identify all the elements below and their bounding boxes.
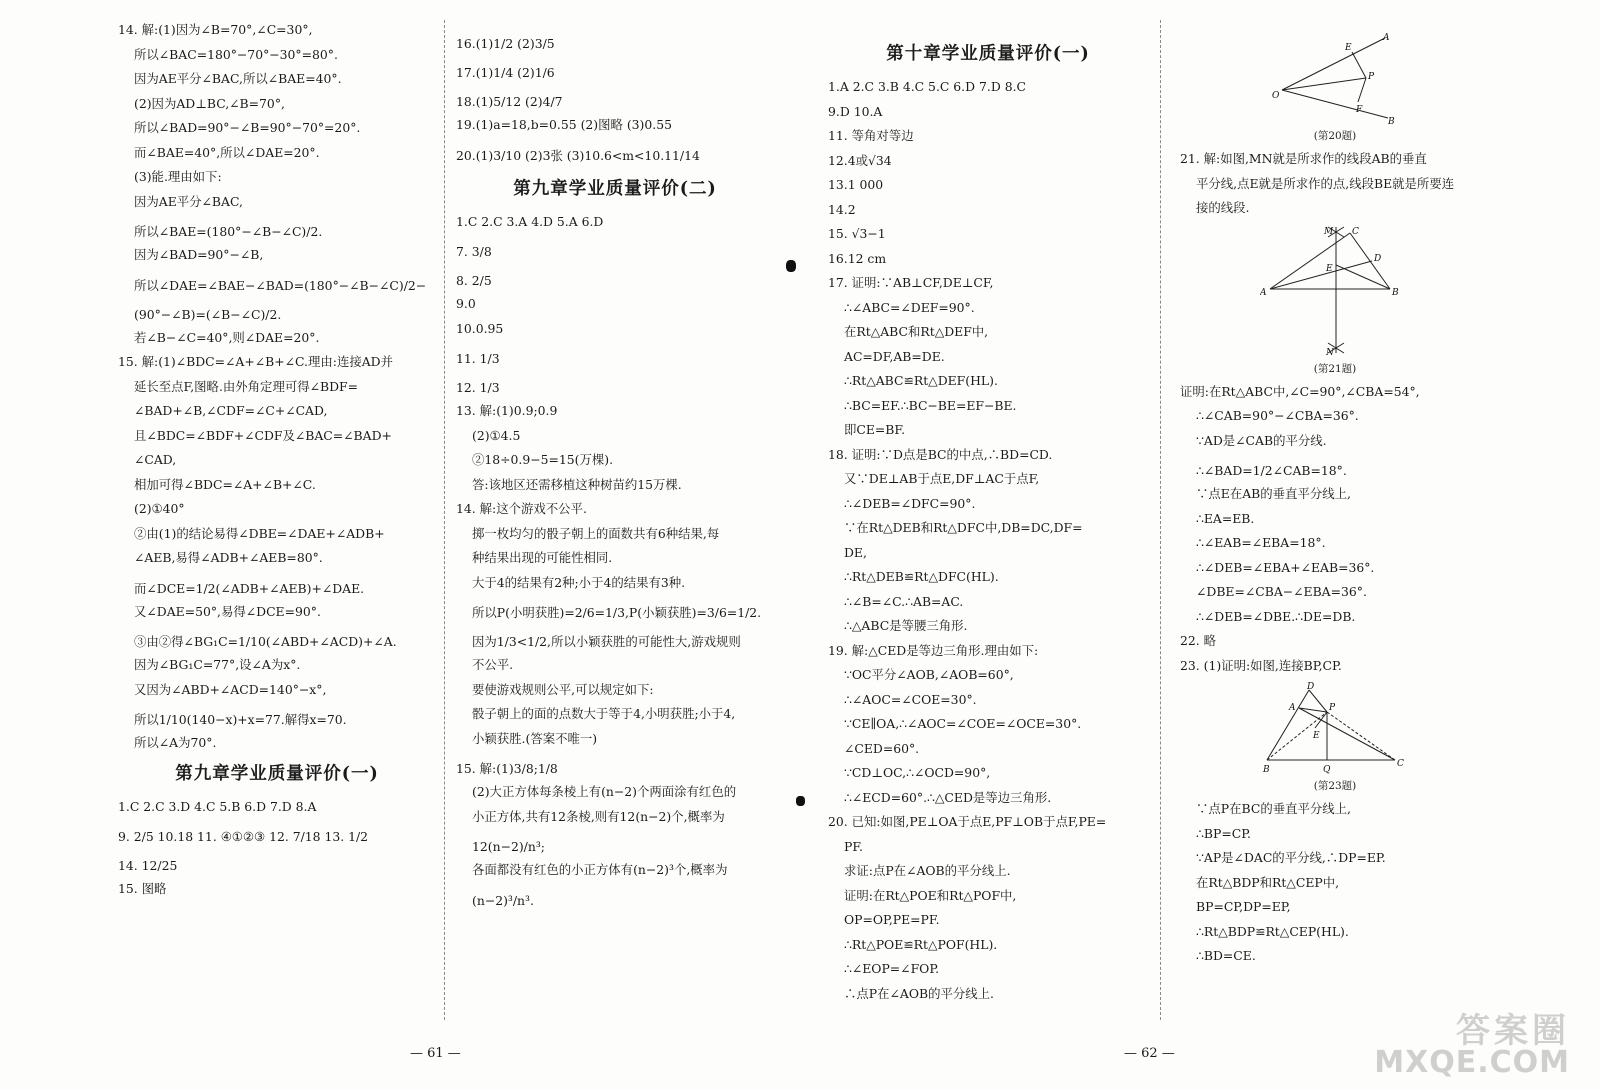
answer-line: 15. 解:(1)3/8;1/8 [456,761,558,776]
answer-line: ∴BP=CP. [1196,825,1251,841]
answer-line: 所以∠A为70°. [134,735,217,750]
figure-caption: (第23题) [1313,780,1357,792]
answer-line: ∵CD⊥OC,∴∠OCD=90°, [844,765,991,780]
answer-line: ∴∠EAB=∠EBA=18°. [1196,535,1326,550]
answer-line: 1.A 2.C 3.B 4.C 5.C 6.D 7.D 8.C [828,79,1026,94]
answer-line: 9. 2/5 10.18 11. ④①②③ 12. 7/18 13. 1/2 [118,829,369,844]
label-b: B [1388,117,1395,124]
answer-line: 接的线段. [1196,200,1250,215]
answer-line: 种结果出现的可能性相同. [472,550,613,565]
answer-line: 因为AE平分∠BAC, [134,193,243,209]
answer-line: ∴∠DEB=∠DFC=90°. [844,495,976,511]
answer-line: ∴Rt△BDP≌Rt△CEP(HL). [1196,923,1349,939]
answer-line: ∴Rt△ABC≌Rt△DEF(HL). [844,373,998,388]
angle-bisector-diagram [1270,32,1400,124]
answer-line: ∴∠DEB=∠EBA+∠EAB=36°. [1196,559,1375,575]
section-heading: 第九章学业质量评价(一) [175,763,379,784]
answer-line: 若∠B−∠C=40°,则∠DAE=20°. [134,329,320,345]
answer-line: ∴∠CAB=90°−∠CBA=36°. [1196,408,1359,423]
answer-line: 21. 解:如图,MN就是所求作的线段AB的垂直 [1180,151,1427,166]
scan-mark [786,260,796,272]
answer-line: 12(n−2)/n³; [472,839,545,854]
answer-line: (2)①40° [134,501,185,516]
scan-mark [796,796,805,806]
answer-line: BP=CP,DP=EP, [1196,899,1291,914]
answer-line: 18.(1)5/12 (2)4/7 [456,94,563,109]
column-a [118,22,436,906]
answer-line: 17. 证明:∵AB⊥CF,DE⊥CF, [828,275,994,290]
answer-line: 又因为∠ABD+∠ACD=140°−x°, [134,681,327,697]
answer-line: 而∠DCE=1/2(∠ADB+∠AEB)+∠DAE. [134,580,365,596]
answer-line: 掷一枚均匀的骰子朝上的面数共有6种结果,每 [472,525,720,541]
answer-line: ∴∠ABC=∠DEF=90°. [844,299,975,315]
answer-line: 小颖获胜.(答案不唯一) [472,730,598,746]
page-number-left: — 61 — [410,1046,461,1061]
answer-line: (2)大正方体每条棱上有(n−2)个两面涂有红色的 [472,784,737,799]
answer-line: ∴∠B=∠C.∴AB=AC. [844,593,964,609]
answer-line: 所以∠DAE=∠BAE−∠BAD=(180°−∠B−∠C)/2− [134,277,427,293]
answer-line: 求证:点P在∠AOB的平分线上. [844,863,1011,878]
answer-line: 7. 3/8 [456,244,492,259]
watermark-title: 答案圈 [1456,1011,1570,1051]
answer-line: 答:该地区还需移植这种树苗约15万棵. [472,476,682,492]
answer-line: ∴△ABC是等腰三角形. [844,618,968,633]
answer-line: 14.2 [828,201,856,217]
answer-line: 12. 1/3 [456,380,500,395]
answer-line: ∴Rt△POE≌Rt△POF(HL). [844,936,998,952]
label-q: Q [1323,765,1331,774]
answer-line: 20. 已知:如图,PE⊥OA于点E,PF⊥OB于点F,PE= [828,814,1107,829]
answer-line: ∴EA=EB. [1196,510,1255,526]
answer-line: ∴∠EOP=∠FOP. [844,961,940,976]
answer-line: 9.D 10.A [828,103,883,119]
answer-line: ∠AEB,易得∠ADB+∠AEB=80°. [134,550,323,565]
label-b: B [1263,765,1270,774]
answer-line: 15. √3−1 [828,226,886,241]
answer-line: 19. 解:△CED是等边三角形.理由如下: [828,642,1039,658]
watermark-url: MXQE.COM [1374,1045,1570,1080]
answer-line: 各面都没有红色的小正方体有(n−2)³个,概率为 [472,862,728,877]
answer-line: 又∵DE⊥AB于点E,DF⊥AC于点F, [844,471,1040,486]
answer-line: 14. 解:(1)因为∠B=70°,∠C=30°, [118,22,313,37]
label-n: N [1326,347,1334,357]
column-b [456,30,774,916]
section-heading: 第十章学业质量评价(一) [886,44,1090,64]
answer-line: 18. 证明:∵D点是BC的中点,∴BD=CD. [828,446,1053,462]
answer-line: AC=DF,AB=DE. [844,348,945,364]
answer-line: ∵点E在AB的垂直平分线上, [1196,486,1351,501]
answer-line: 又∠DAE=50°,易得∠DCE=90°. [134,603,321,619]
figure-20 [1180,32,1490,124]
answer-line: 在Rt△ABC和Rt△DEF中, [844,324,989,339]
answer-line: ∴∠AOC=∠COE=30°. [844,691,977,707]
answer-line: 即CE=BF. [844,422,906,437]
answer-line: ∠CAD, [134,452,177,467]
answer-line: 19.(1)a=18,b=0.55 (2)图略 (3)0.55 [456,117,672,132]
answer-line: ∵点P在BC的垂直平分线上, [1196,801,1351,816]
label-m: M [1324,226,1334,237]
label-b: B [1392,287,1399,298]
answer-line: ∠CED=60°. [844,740,920,756]
column-d [1180,30,1490,973]
answer-line: 相加可得∠BDC=∠A+∠B+∠C. [134,476,316,492]
answer-line: ∵OC平分∠AOB,∠AOB=60°, [844,667,1014,682]
answer-line: 而∠BAE=40°,所以∠DAE=20°. [134,144,320,160]
answer-line: 11. 1/3 [456,351,500,366]
answer-line: 所以P(小明获胜)=2/6=1/3,P(小颖获胜)=3/6=1/2. [472,605,762,620]
answer-line: OP=OP,PE=PF. [844,912,940,927]
answer-line: ∴BC=EF.∴BC−BE=EF−BE. [844,397,1017,413]
page-number-right: — 62 — [1124,1046,1175,1061]
figure-23 [1180,682,1490,774]
answer-line: 延长至点F,图略.由外角定理可得∠BDF= [134,378,359,394]
answer-line: 小正方体,共有12条棱,则有12(n−2)个,概率为 [472,808,725,824]
answer-line: (3)能.理由如下: [134,169,222,184]
answer-line: 因为∠BG₁C=77°,设∠A为x°. [134,657,301,672]
column-divider-right [1160,20,1161,1020]
perpendicular-bisector-diagram [1260,225,1410,357]
answer-line: ③由②得∠BG₁C=1/10(∠ABD+∠ACD)+∠A. [134,634,397,649]
answer-line: ∴BD=CE. [1196,948,1256,963]
label-e: E [1326,263,1333,274]
column-divider-left [444,20,445,1020]
answer-line: 所以∠BAC=180°−70°−30°=80°. [134,46,338,62]
answer-line: 14. 12/25 [118,858,178,873]
answer-line: ∵在Rt△DEB和Rt△DFC中,DB=DC,DF= [844,520,1083,535]
label-c: C [1397,759,1404,769]
answer-line: DE, [844,544,867,560]
answer-line: 因为1/3<1/2,所以小颖获胜的可能性大,游戏规则 [472,634,741,649]
answer-line: 在Rt△BDP和Rt△CEP中, [1196,874,1340,890]
answer-line: 12.4或√34 [828,152,892,168]
label-c: C [1352,226,1359,237]
label-a: A [1260,287,1267,298]
figure-caption: (第21题) [1313,362,1357,375]
answer-line: (90°−∠B)=(∠B−∠C)/2. [134,306,282,322]
label-a: A [1383,33,1390,43]
answer-line: 15. 解:(1)∠BDC=∠A+∠B+∠C.理由:连接AD并 [118,354,393,369]
answer-line: ∴∠ECD=60°.∴△CED是等边三角形. [844,789,1052,805]
answer-line: 骰子朝上的面的点数大于等于4,小明获胜;小于4, [472,706,736,721]
figure-21 [1180,225,1490,357]
triangle-bisector-diagram [1255,682,1415,774]
label-p: P [1329,703,1336,713]
answer-line: 所以1/10(140−x)+x=77.解得x=70. [134,712,347,727]
answer-line: ∴∠DEB=∠DBE.∴DE=DB. [1196,608,1356,624]
answer-line: 因为AE平分∠BAC,所以∠BAE=40°. [134,71,342,86]
answer-line: 9.0 [456,296,476,311]
answer-line: PF. [844,838,863,854]
answer-line: ∠DBE=∠CBA−∠EBA=36°. [1196,584,1367,599]
answer-line: 16.(1)1/2 (2)3/5 [456,36,555,51]
answer-line: ∵AP是∠DAC的平分线,∴DP=EP. [1196,850,1386,865]
answer-line: ②由(1)的结论易得∠DBE=∠DAE+∠ADB+ [134,525,385,541]
answer-line: 15. 图略 [118,881,167,896]
label-a: A [1289,703,1296,713]
answer-line: 14. 解:这个游戏不公平. [456,501,587,516]
answer-line: 平分线,点E就是所求作的点,线段BE就是所要连 [1196,175,1455,191]
answer-line: (n−2)³/n³. [472,892,534,908]
answer-line: ∵AD是∠CAB的平分线. [1196,432,1327,448]
answer-line: 证明:在Rt△ABC中,∠C=90°,∠CBA=54°, [1180,383,1420,399]
answer-line: 13.1 000 [828,177,884,192]
label-o: O [1272,91,1280,101]
answer-line: 1.C 2.C 3.D 4.C 5.B 6.D 7.D 8.A [118,798,317,814]
label-d: D [1307,682,1315,692]
answer-line: ∴Rt△DEB≌Rt△DFC(HL). [844,569,999,584]
answer-line: (2)因为AD⊥BC,∠B=70°, [134,95,285,111]
answer-line: ∵CE∥OA,∴∠AOC=∠COE=∠OCE=30°. [844,716,1082,731]
label-f: F [1356,105,1363,115]
answer-line: 证明:在Rt△POE和Rt△POF中, [844,887,1017,903]
answer-line: ②18÷0.9−5=15(万棵). [472,452,614,467]
answer-line: 所以∠BAD=90°−∠B=90°−70°=20°. [134,120,361,135]
section-heading: 第九章学业质量评价(二) [513,178,717,199]
answer-line: ∴点P在∠AOB的平分线上. [844,985,994,1001]
answer-line: 20.(1)3/10 (2)3张 (3)10.6<m<10.11/14 [456,147,700,163]
answer-line: 23. (1)证明:如图,连接BP,CP. [1180,657,1342,673]
column-c [828,40,1148,1010]
label-p: P [1368,72,1375,82]
answer-line: 大于4的结果有2种;小于4的结果有3种. [472,574,686,590]
answer-line: ∠BAD+∠B,∠CDF=∠C+∠CAD, [134,403,328,418]
figure-caption: (第20题) [1313,130,1357,142]
label-e: E [1345,43,1352,53]
label-d: D [1374,253,1382,264]
answer-line: ∴∠BAD=1/2∠CAB=18°. [1196,463,1347,478]
answer-line: 要使游戏规则公平,可以规定如下: [472,681,654,697]
answer-line: 22. 略 [1180,633,1217,648]
answer-line: 1.C 2.C 3.A 4.D 5.A 6.D [456,213,604,229]
label-e: E [1313,731,1320,741]
answer-line: (2)①4.5 [472,427,521,443]
answer-line: 17.(1)1/4 (2)1/6 [456,65,555,80]
answer-line: 13. 解:(1)0.9;0.9 [456,403,558,418]
answer-line: 10.0.95 [456,320,504,336]
answer-line: 所以∠BAE=(180°−∠B−∠C)/2. [134,224,323,239]
answer-line: 且∠BDC=∠BDF+∠CDF及∠BAC=∠BAD+ [134,427,392,443]
watermark [1374,1011,1570,1080]
answer-line: 8. 2/5 [456,273,492,288]
answer-line: 11. 等角对等边 [828,128,914,143]
answer-line: 因为∠BAD=90°−∠B, [134,247,264,262]
answer-line: 不公平. [472,657,514,672]
answer-line: 16.12 cm [828,250,887,266]
